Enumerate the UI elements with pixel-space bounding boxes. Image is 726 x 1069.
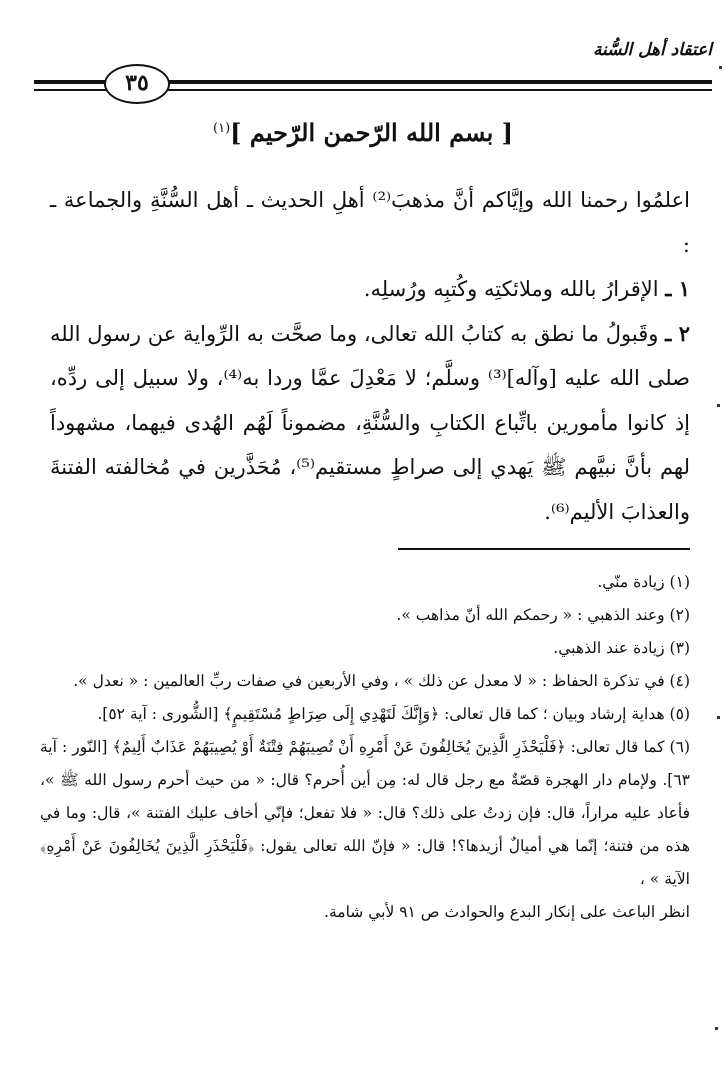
item-number: ١ ـ bbox=[665, 276, 690, 301]
scan-speck bbox=[717, 404, 720, 407]
footnote-6: (٦) كما قال تعالى: ﴿فَلْيَحْذَرِ الَّذِينَ يُخَالِفُونَ عَنْ أَمْرِهِ أَنْ تُصِيبَهُمْ فِتْنَةٌ أَوْ يُصِيبَهُمْ عَذَابٌ أَلِيمٌ﴾ [النّور : آية ٦٣]. ولإمام دار الهجرة قصّةٌ مع رجل قال له: مِن أين أُحرم؟ قال: « من حيث أحرم رسول الله ﷺ »، فأعاد عليه مراراً، قال: فإن زدتُ على ذلك؟ قال: « فلا تفعل؛ فإنّي أخاف عليك الفتنة »، قال: وما في هذه من فتنة؛ إنّما هي أميالٌ أزيدها؟! قال: « فإنّ الله تعالى يقول: ﴿فَلْيَحْذَرِ الَّذِينَ يُخَالِفُونَ عَنْ أَمْرِهِ﴾ الآية » ، bbox=[40, 738, 690, 888]
scan-speck bbox=[719, 66, 722, 69]
footnote-6-reference: انظر الباعث على إنكار البدع والحوادث ص ٩١ لأبي شامة. bbox=[324, 903, 690, 921]
footnote-2: (٢) وعند الذهبي : « رحمكم الله أنّ مذاهب ». bbox=[396, 606, 690, 624]
scan-speck bbox=[715, 1027, 718, 1030]
creed-item-2 bbox=[50, 312, 690, 535]
basmala-text: [ بسم الله الرّحمن الرّحيم ] bbox=[230, 118, 513, 147]
footnote-3: (٣) زيادة عند الذهبي. bbox=[553, 639, 690, 657]
footnote-5: (٥) هداية إرشاد وبيان ؛ كما قال تعالى: ﴿وَإِنَّكَ لَتَهْدِي إِلَى صِرَاطٍ مُسْتَقِيمٍ﴾ [الشُّورى : آية ٥٢]. bbox=[97, 705, 690, 723]
page-number: ٣٥ bbox=[104, 64, 170, 104]
running-title: اعتقاد أهل السُّنة bbox=[592, 40, 712, 60]
item-text: وقَبولُ ما نطق به كتابُ الله تعالى، وما صحَّت به الرِّواية عن رسول الله صلى الله عليه [وآله]⁽³⁾ وسلَّم؛ لا مَعْدِلَ عمَّا وردا به⁽⁴⁾، ولا سبيل إلى ردِّه، إذ كانوا مأمورين باتِّباع الكتابِ والسُّنَّةِ، مضموناً لَهُم الهُدى فيهما، مشهوداً لهم بأنَّ نبيَّهم ﷺ يَهدي إلى صراطٍ مستقيم⁽⁵⁾، مُحَذَّرين في مُخالفته الفتنةَ والعذابَ الأليم⁽⁶⁾. bbox=[50, 321, 691, 524]
main-text bbox=[50, 178, 690, 534]
creed-item-1 bbox=[50, 267, 690, 312]
item-number: ٢ ـ bbox=[665, 320, 690, 346]
item-text: الإقرارُ بالله وملائكتِه وكُتبِه ورُسلِه. bbox=[363, 277, 659, 301]
footnote-1: (١) زيادة منّي. bbox=[597, 573, 690, 591]
intro-paragraph: اعلمُوا رحمنا الله وإيَّاكم أنَّ مذهبَ⁽²⁾ أهلِ الحديث ـ أهل السُّنَّةِ والجماعة ـ : bbox=[50, 188, 690, 257]
basmala-note-ref: (١) bbox=[213, 121, 231, 136]
basmala-heading bbox=[0, 118, 726, 147]
scan-speck bbox=[717, 716, 720, 719]
footnote-4: (٤) في تذكرة الحفاظ : « لا معدل عن ذلك » ، وفي الأربعين في صفات ربِّ العالمين : « نعدل ». bbox=[73, 672, 690, 690]
footnotes bbox=[40, 566, 690, 929]
footnote-separator bbox=[398, 548, 690, 550]
